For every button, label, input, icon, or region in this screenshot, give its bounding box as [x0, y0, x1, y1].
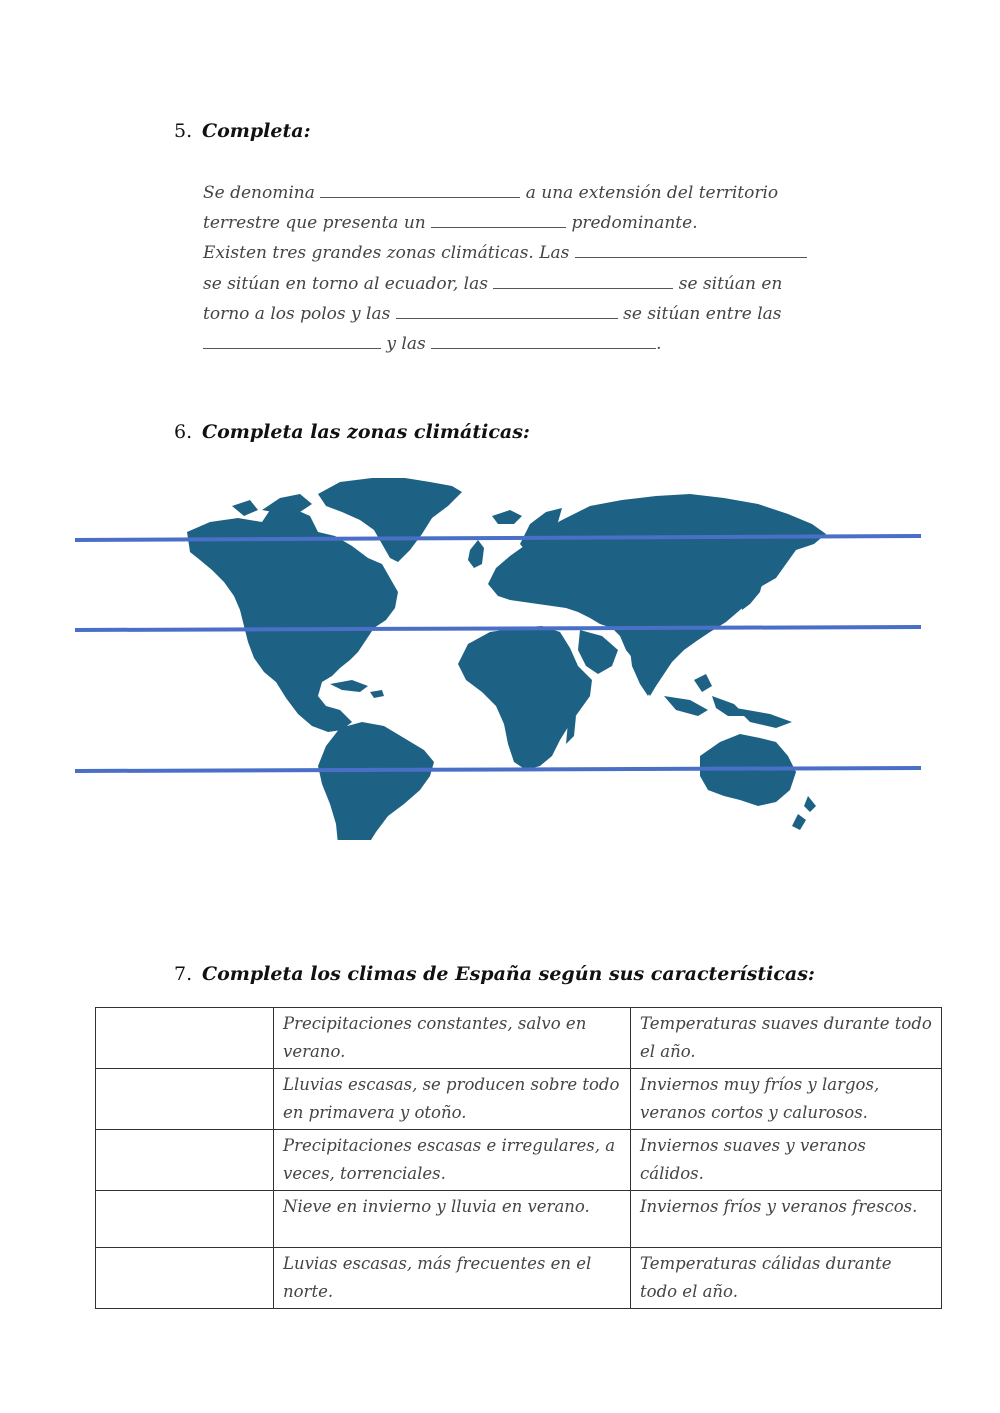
fill-line-6 — [203, 329, 853, 359]
fill-text: se sitúan en torno al ecuador, las — [203, 273, 488, 294]
caribbean-shape — [330, 680, 384, 698]
south-america-shape — [318, 722, 434, 840]
fill-text: predominante. — [571, 213, 698, 234]
north-america-shape — [187, 508, 398, 732]
climate-answer-cell[interactable] — [96, 1130, 274, 1191]
continents — [187, 478, 826, 840]
temperature-cell: Inviernos fríos y veranos frescos. — [631, 1191, 942, 1248]
fill-in-paragraph — [203, 178, 853, 359]
precipitation-cell: Nieve en invierno y lluvia en verano. — [274, 1191, 631, 1248]
india-shape — [630, 646, 664, 696]
question-6-number: 6. — [174, 421, 193, 443]
fill-text: y las — [386, 334, 426, 355]
answer-blank-4[interactable] — [493, 271, 673, 289]
world-map — [0, 460, 1000, 840]
table-row — [96, 1248, 942, 1309]
new-zealand-shape — [792, 796, 816, 830]
answer-blank-6[interactable] — [203, 331, 381, 349]
temperature-cell: Temperaturas suaves durante todo el año. — [631, 1008, 942, 1069]
question-5-title-text: Completa: — [202, 120, 311, 142]
climate-answer-cell[interactable] — [96, 1191, 274, 1248]
question-6-title-text: Completa las zonas climáticas: — [202, 421, 530, 443]
temperature-cell: Inviernos suaves y veranos cálidos. — [631, 1130, 942, 1191]
temperature-cell: Temperaturas cálidas durante todo el año. — [631, 1248, 942, 1309]
iceland-shape — [492, 510, 522, 524]
fill-line-5 — [203, 299, 853, 329]
table-row — [96, 1069, 942, 1130]
temperature-cell: Inviernos muy fríos y largos, veranos cortos y calurosos. — [631, 1069, 942, 1130]
uk-shape — [468, 540, 484, 568]
question-7-title — [174, 963, 815, 985]
fill-line-3 — [203, 238, 853, 268]
fill-line-1 — [203, 178, 853, 208]
answer-blank-5[interactable] — [396, 301, 618, 319]
climate-answer-cell[interactable] — [96, 1008, 274, 1069]
precipitation-cell: Lluvias escasas, se producen sobre todo en primavera y otoño. — [274, 1069, 631, 1130]
table-row — [96, 1130, 942, 1191]
fill-text: Se denomina — [203, 183, 315, 203]
question-5-title — [174, 120, 311, 142]
climate-answer-cell[interactable] — [96, 1248, 274, 1309]
fill-text: . — [656, 334, 662, 355]
fill-text: se sitúan en — [678, 273, 783, 294]
precipitation-cell: Precipitaciones escasas e irregulares, a veces, torrenciales. — [274, 1130, 631, 1191]
climate-answer-cell[interactable] — [96, 1069, 274, 1130]
fill-text: a una extensión del territorio — [525, 183, 779, 203]
answer-blank-7[interactable] — [431, 331, 656, 349]
climates-table — [95, 1007, 942, 1309]
fill-text: terrestre que presenta un — [203, 213, 426, 234]
fill-text: se sitúan entre las — [623, 303, 782, 324]
table-row — [96, 1008, 942, 1069]
question-7-title-text: Completa los climas de España según sus características: — [202, 963, 815, 985]
precipitation-cell: Luvias escasas, más frecuentes en el norte. — [274, 1248, 631, 1309]
fill-text: Existen tres grandes zonas climáticas. Las — [203, 243, 570, 264]
southeast-asia-shape — [664, 674, 792, 728]
answer-blank-2[interactable] — [431, 210, 566, 228]
africa-shape — [458, 626, 592, 770]
question-7-number: 7. — [174, 963, 193, 985]
question-5-number: 5. — [174, 120, 193, 142]
arabia-shape — [578, 630, 618, 674]
zone-boundary-line-2 — [75, 627, 921, 630]
answer-blank-3[interactable] — [575, 240, 807, 258]
world-map-svg — [0, 460, 1000, 840]
fill-line-4 — [203, 269, 853, 299]
question-6-title — [174, 421, 530, 443]
precipitation-cell: Precipitaciones constantes, salvo en verano. — [274, 1008, 631, 1069]
table-row — [96, 1191, 942, 1248]
fill-text: torno a los polos y las — [203, 303, 391, 324]
answer-blank-1[interactable] — [320, 180, 520, 198]
fill-line-2 — [203, 208, 853, 238]
